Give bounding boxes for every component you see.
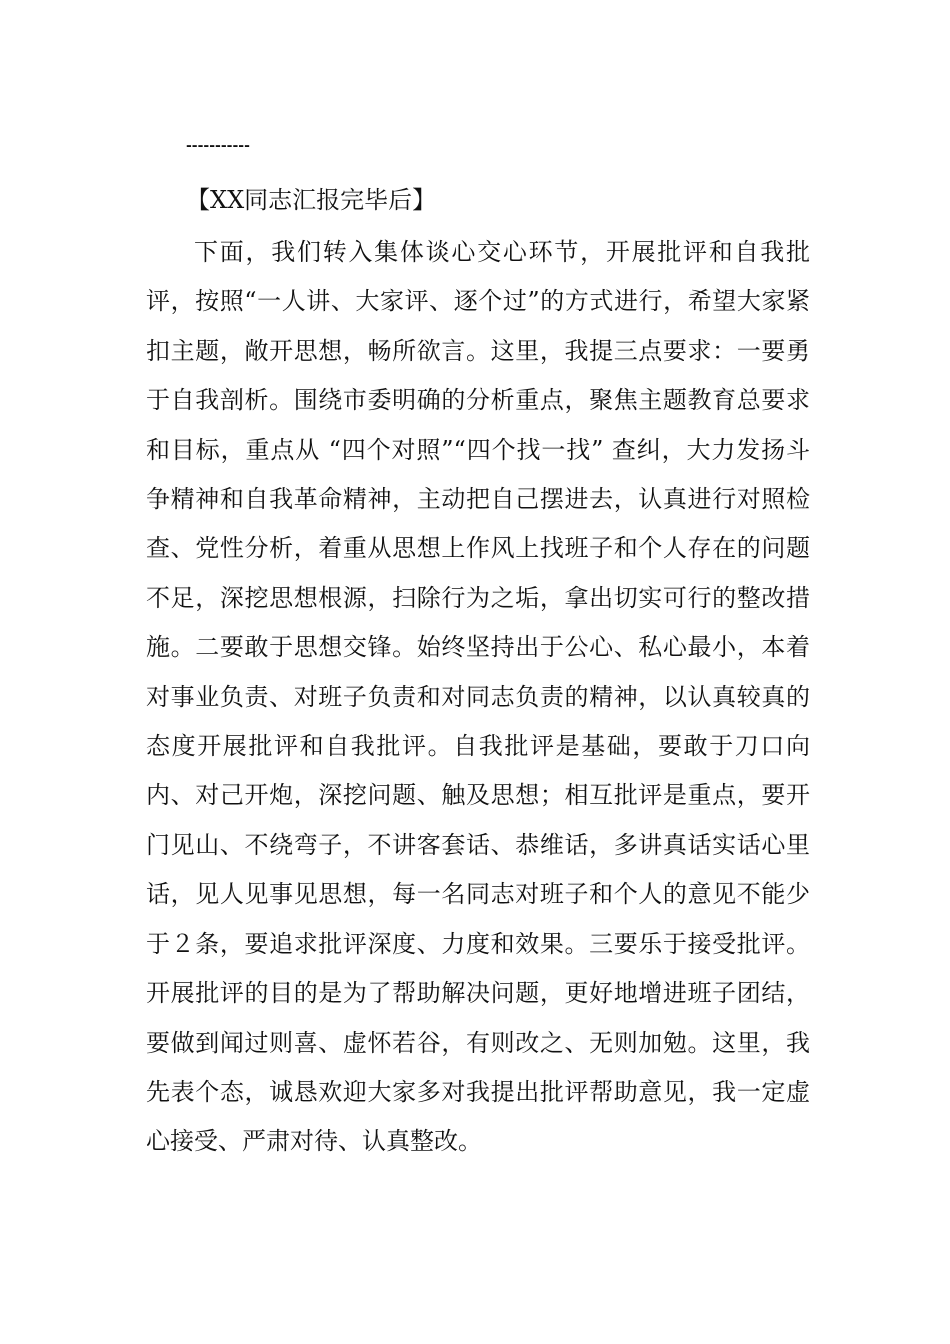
separator-line: ----------- [186,138,250,154]
body-paragraph: 下面，我们转入集体谈心交心环节，开展批评和自我批评，按照“一人讲、大家评、逐个过”的方式进行，希望大家紧扣主题，敞开思想，畅所欲言。这里，我提三点要求：一要勇于自我剖析。围绕市委明确的分析重点，聚焦主题教育总要求和目标，重点从 “四个对照”“四个找一找” 查纠，大力发扬斗争精神和自我革命精神，主动把自己摆进去，认真进行对照检查、党性分析，着重从思想上作风上找班子和个人存在的问题不足，深挖思想根源，扫除行为之垢，拿出切实可行的整改措施。二要敢于思想交锋。始终坚持出于公心、私心最小，本着对事业负责、对班子负责和对同志负责的精神，以认真较真的态度开展批评和自我批评。自我批评是基础，要敢于刀口向内、对己开炮，深挖问题、触及思想；相互批评是重点，要开门见山、不绕弯子，不讲客套话、恭维话，多讲真话实话心里话，见人见事见思想，每一名同志对班子和个人的意见不能少于２条，要追求批评深度、力度和效果。三要乐于接受批评。开展批评的目的是为了帮助解决问题，更好地增进班子团结，要做到闻过则喜、虚怀若谷，有则改之、无则加勉。这里，我先表个态，诚恳欢迎大家多对我提出批评帮助意见，我一定虚心接受、严肃对待、认真整改。 [146,238,810,1156]
section-heading: 【XX同志汇报完毕后】 [186,186,437,214]
